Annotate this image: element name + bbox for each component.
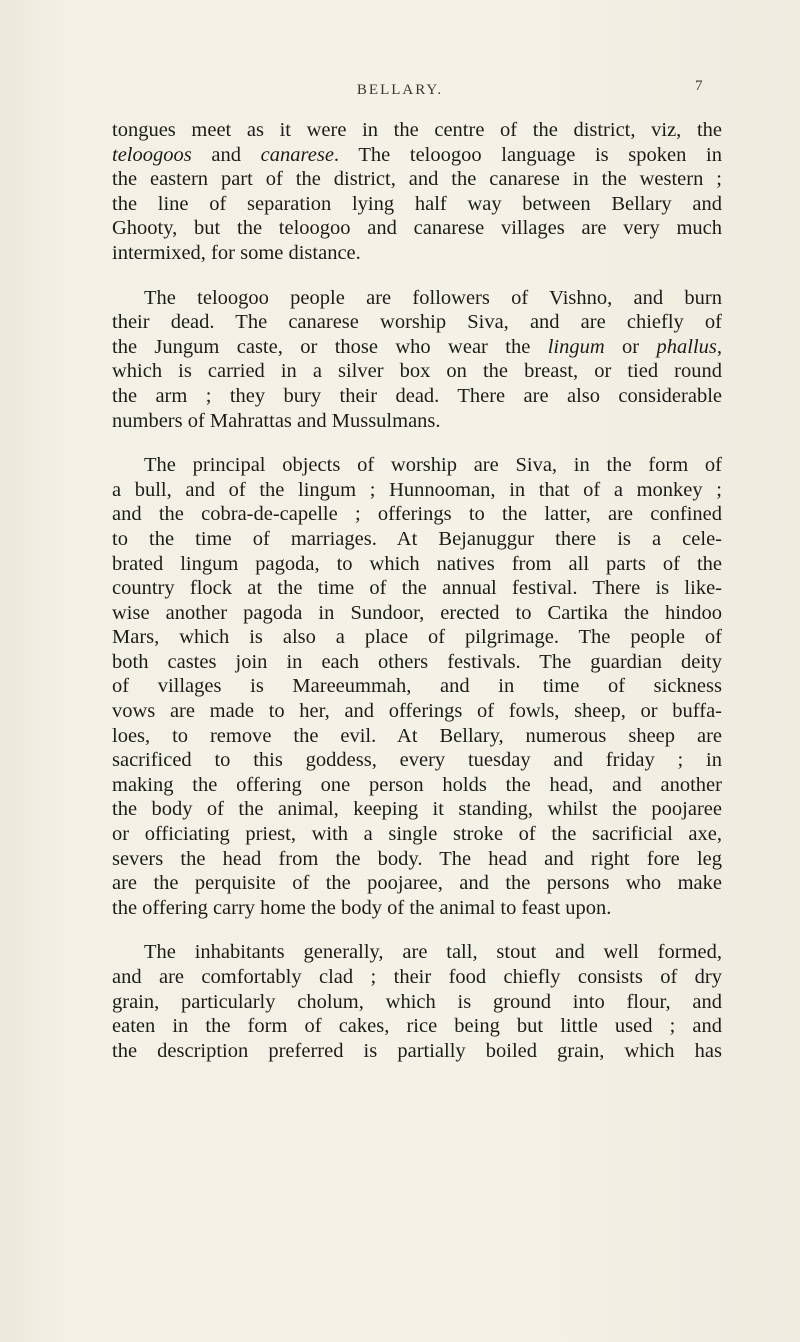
text-line: are the perquisite of the poojaree, and the persons who make (112, 872, 722, 895)
paragraph-3 (112, 453, 722, 920)
text-line: the offering carry home the body of the animal to feast upon. (112, 896, 612, 919)
text-line: making the offering one person holds the head, and another (112, 773, 722, 796)
italic-term: canarese (260, 143, 334, 166)
text-line: a bull, and of the lingum ; Hunnooman, in that of a monkey ; (112, 478, 722, 501)
text-line: the body of the animal, keeping it standing, whilst the poojaree (112, 798, 722, 821)
italic-term: phallus (656, 335, 717, 358)
text-line: or officiating priest, with a single stroke of the sacrificial axe, (112, 823, 722, 846)
text-line: wise another pagoda in Sundoor, erected to Cartika the hindoo (112, 601, 722, 624)
text-line: grain, particularly cholum, which is ground into flour, and (112, 990, 722, 1013)
text-line: vows are made to her, and offerings of fowls, sheep, or buffa- (112, 700, 722, 723)
text-line: both castes join in each others festivals. The guardian deity (112, 650, 722, 673)
text-line: intermixed, for some distance. (112, 241, 361, 264)
running-head (0, 78, 800, 106)
text-line: their dead. The canarese worship Siva, and are chiefly of (112, 311, 722, 334)
text-line: country flock at the time of the annual festival. There is like- (112, 577, 722, 600)
text-line: the eastern part of the district, and the canarese in the western ; (112, 168, 722, 191)
text-line: the Jungum caste, or those who wear the lingum or phallus, (112, 335, 723, 358)
text-line: the description preferred is partially boiled grain, which has (112, 1039, 722, 1062)
text-line: The principal objects of worship are Siva, in the form of (144, 454, 722, 477)
text-line: The inhabitants generally, are tall, stout and well formed, (144, 941, 722, 964)
text-line: teloogoos and canarese. The teloogoo language is spoken in (112, 143, 722, 166)
text-line: to the time of marriages. At Bejanuggur there is a cele- (112, 527, 722, 550)
text-line: the line of separation lying half way between Bellary and (112, 192, 722, 215)
text-line: tongues meet as it were in the centre of the district, viz, the (112, 119, 722, 141)
italic-term: lingum (547, 335, 605, 358)
text-line: The teloogoo people are followers of Vishno, and burn (144, 286, 722, 309)
text-line: loes, to remove the evil. At Bellary, numerous sheep are (112, 724, 722, 747)
paragraph-2 (112, 286, 722, 434)
text-line: brated lingum pagoda, to which natives from all parts of the (112, 552, 722, 575)
text-line: and the cobra-de-capelle ; offerings to the latter, are confined (112, 503, 722, 526)
page-number: 7 (695, 78, 703, 94)
text-line: which is carried in a silver box on the breast, or tied round (112, 360, 722, 383)
text-line: severs the head from the body. The head and right fore leg (112, 847, 722, 870)
text-line: and are comfortably clad ; their food chiefly consists of dry (112, 966, 722, 988)
italic-term: teloogoos (112, 143, 192, 166)
text-line: numbers of Mahrattas and Mussulmans. (112, 409, 441, 432)
paragraph-4 (112, 940, 722, 1063)
text-line: Ghooty, but the teloogoo and canarese villages are very much (112, 217, 722, 240)
text-line: Mars, which is also a place of pilgrimage. The people of (112, 626, 722, 649)
running-title: BELLARY. (356, 82, 444, 98)
text-line: of villages is Mareeummah, and in time of sickness (112, 675, 722, 698)
body-text (112, 118, 722, 1083)
paragraph-1 (112, 118, 722, 266)
text-line: eaten in the form of cakes, rice being but little used ; and (112, 1015, 722, 1038)
text-line: the arm ; they bury their dead. There are also considerable (112, 384, 722, 407)
text-line: sacrificed to this goddess, every tuesday and friday ; in (112, 749, 722, 772)
